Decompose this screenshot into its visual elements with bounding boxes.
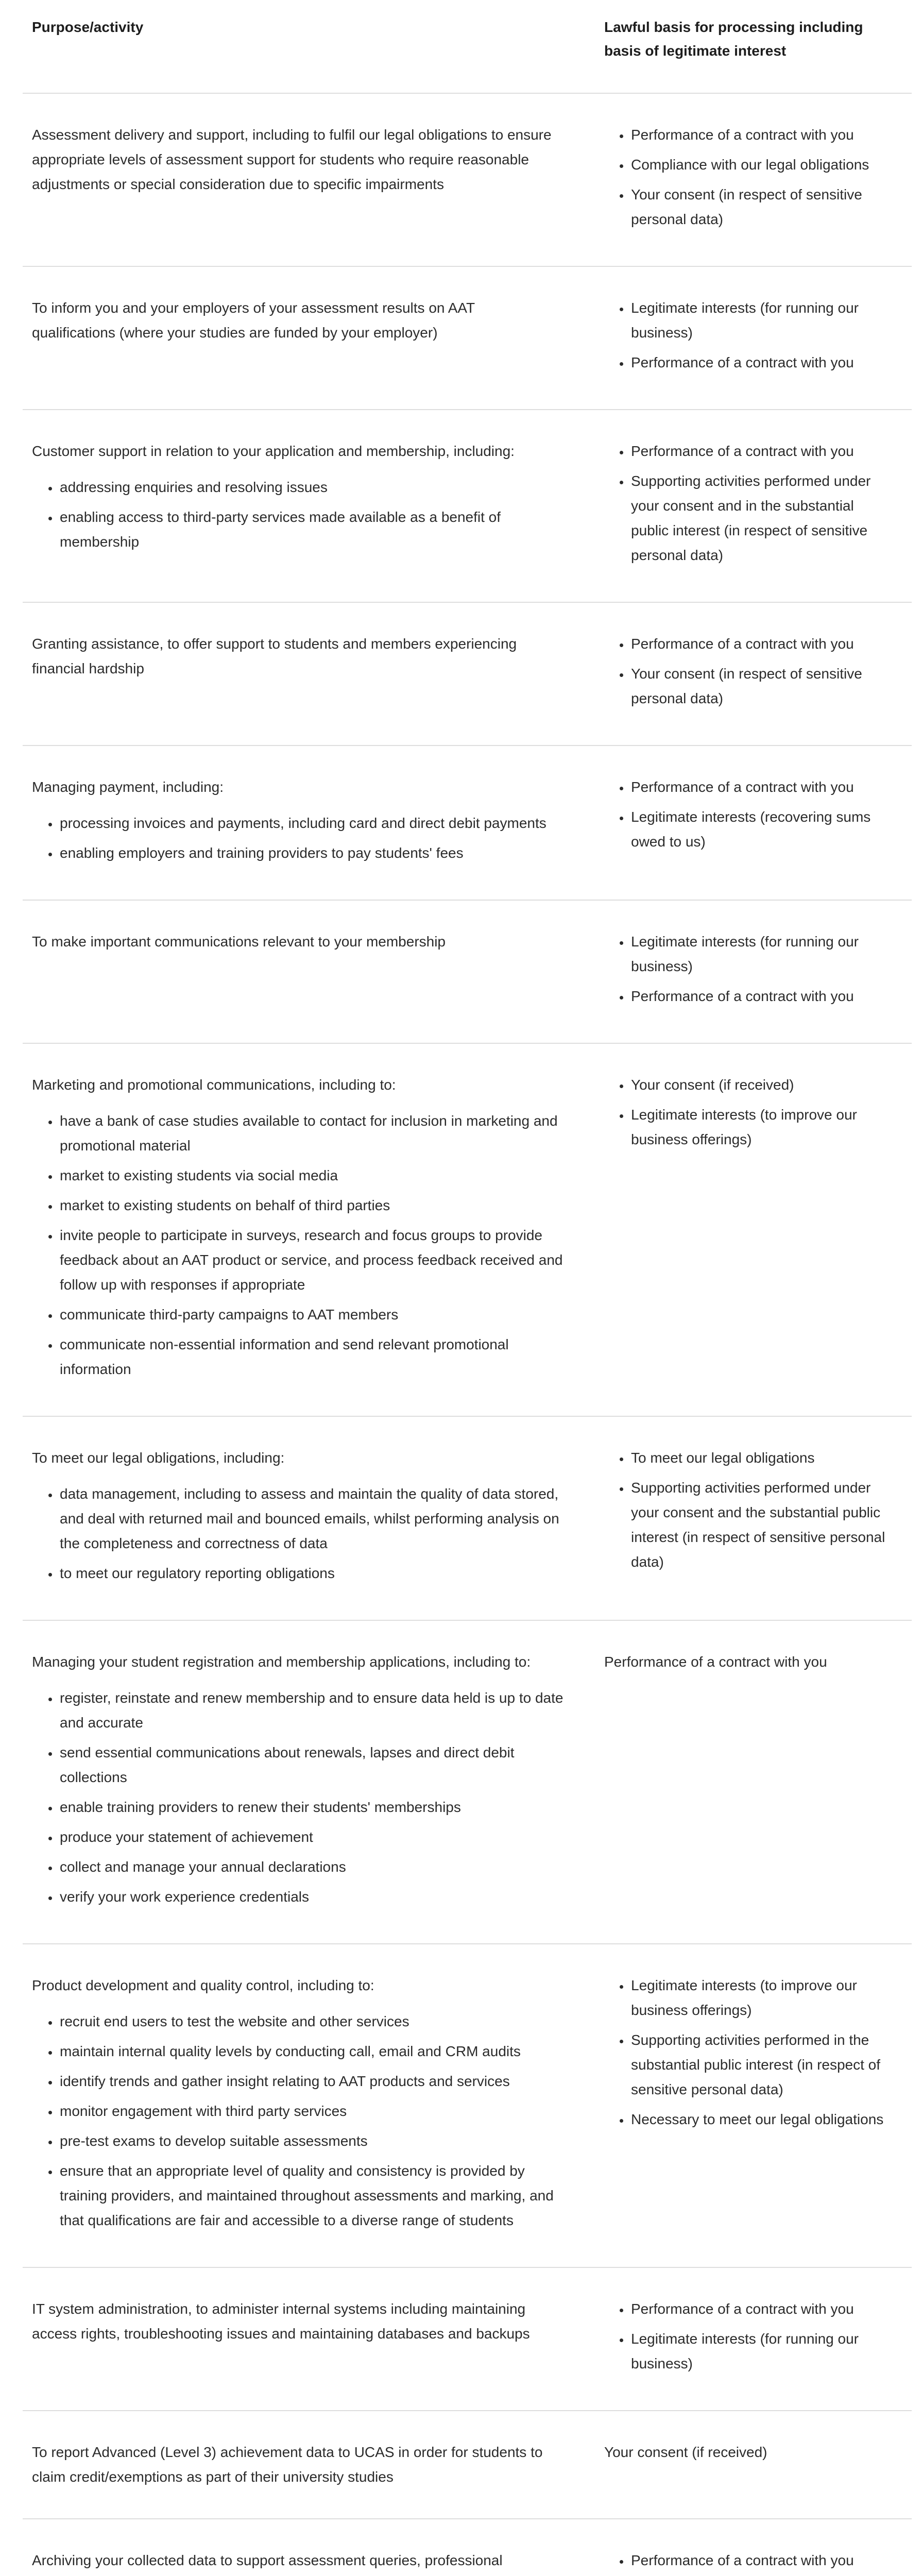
purpose-text: Managing payment, including:: [32, 779, 224, 795]
basis-list-item: • Supporting activities performed in the substantial public interest (in respect of sensitive personal data): [630, 2028, 889, 2102]
basis-list: [604, 775, 889, 854]
purpose-list-item: • enabling access to third-party services made available as a benefit of membership: [59, 505, 571, 554]
purpose-list: [32, 1482, 571, 1586]
table-row: [23, 1043, 912, 1416]
purpose-list-item: • enable training providers to renew their students' memberships: [59, 1795, 571, 1820]
basis-list: [604, 1973, 889, 2132]
header-row: [23, 0, 912, 93]
purpose-cell: [23, 2411, 594, 2519]
table-row: [23, 2411, 912, 2519]
purpose-list-item: • market to existing students on behalf of third parties: [59, 1193, 571, 1218]
purpose-text: Customer support in relation to your application and membership, including:: [32, 443, 515, 459]
purpose-list-item: • ensure that an appropriate level of quality and consistency is provided by training providers, and maintained throughout assessments and marking, and that qualifications are fair and accessible to a diverse range of students: [59, 2159, 571, 2233]
purpose-list-item: • invite people to participate in surveys, research and focus groups to provide feedback about an AAT product or service, and process feedback received and follow up with responses if appropriate: [59, 1223, 571, 1297]
basis-list-item: • Performance of a contract with you: [630, 123, 889, 147]
basis-list: [604, 929, 889, 1009]
lawful-basis-table: [23, 0, 912, 2576]
basis-list: [604, 1073, 889, 1152]
purpose-list: [32, 1686, 571, 1909]
purpose-list-item: • pre-test exams to develop suitable assessments: [59, 2129, 571, 2154]
purpose-list: [32, 1109, 571, 1382]
purpose-list-item: • collect and manage your annual declarations: [59, 1855, 571, 1879]
purpose-list-item: • send essential communications about renewals, lapses and direct debit collections: [59, 1740, 571, 1790]
basis-cell: [594, 1944, 912, 2267]
table-row: [23, 266, 912, 410]
purpose-text: To inform you and your employers of your assessment results on AAT qualifications (where your studies are funded by your employer): [32, 300, 475, 341]
basis-list: [604, 2297, 889, 2376]
basis-list: [604, 2548, 889, 2576]
table-row: [23, 2267, 912, 2411]
table-body: [23, 93, 912, 2576]
basis-list-item: • Performance of a contract with you: [630, 2548, 889, 2573]
basis-list-item: • Legitimate interests (for running our business): [630, 296, 889, 345]
purpose-cell: [23, 745, 594, 900]
table-row: [23, 1620, 912, 1944]
table-row: [23, 1416, 912, 1620]
purpose-text: To report Advanced (Level 3) achievement data to UCAS in order for students to claim credit/exemptions as part of their university studies: [32, 2444, 543, 2485]
purpose-text: IT system administration, to administer internal systems including maintaining access rights, troubleshooting issues and maintaining databases and backups: [32, 2301, 530, 2342]
basis-list-item: • Your consent (if received): [630, 1073, 889, 1097]
purpose-list-item: • verify your work experience credentials: [59, 1885, 571, 1909]
purpose-list-item: • produce your statement of achievement: [59, 1825, 571, 1850]
table-row: [23, 900, 912, 1043]
purpose-list-item: • communicate third-party campaigns to AAT members: [59, 1302, 571, 1327]
basis-cell: [594, 2267, 912, 2411]
basis-list-item: • To meet our legal obligations: [630, 1446, 889, 1470]
purpose-list: [32, 475, 571, 554]
basis-cell: [594, 1043, 912, 1416]
purpose-cell: [23, 2267, 594, 2411]
purpose-cell: [23, 1043, 594, 1416]
basis-list-item: • Performance of a contract with you: [630, 439, 889, 464]
purpose-list-item: • processing invoices and payments, including card and direct debit payments: [59, 811, 571, 836]
basis-list: [604, 123, 889, 232]
basis-cell: [594, 93, 912, 266]
purpose-cell: [23, 602, 594, 745]
basis-cell: [594, 410, 912, 602]
purpose-list-item: • monitor engagement with third party services: [59, 2099, 571, 2124]
purpose-cell: [23, 1944, 594, 2267]
basis-list-item: • Necessary to meet our legal obligations: [630, 2107, 889, 2132]
basis-list-item: • Compliance with our legal obligations: [630, 152, 889, 177]
basis-list-item: • Legitimate interests (to improve our business offerings): [630, 1973, 889, 2023]
purpose-list-item: • recruit end users to test the website and other services: [59, 2009, 571, 2034]
basis-list-item: • Performance of a contract with you: [630, 350, 889, 375]
basis-cell: [594, 745, 912, 900]
purpose-cell: [23, 1416, 594, 1620]
basis-cell: [594, 900, 912, 1043]
purpose-text: Managing your student registration and membership applications, including to:: [32, 1654, 531, 1670]
purpose-text: Marketing and promotional communications, including to:: [32, 1077, 396, 1093]
basis-list: [604, 296, 889, 375]
table-row: [23, 745, 912, 900]
basis-cell: [594, 602, 912, 745]
basis-list-item: • Legitimate interests (recovering sums owed to us): [630, 805, 889, 854]
basis-list-item: • Legitimate interests (for running our business): [630, 929, 889, 979]
basis-list-item: • Your consent (in respect of sensitive personal data): [630, 182, 889, 232]
basis-list: [604, 439, 889, 568]
basis-cell: [594, 2519, 912, 2576]
purpose-cell: [23, 93, 594, 266]
purpose-cell: [23, 410, 594, 602]
basis-list-item: • Supporting activities performed under your consent and in the substantial public interest (in respect of sensitive personal data): [630, 469, 889, 568]
table-row: [23, 602, 912, 745]
purpose-list-item: • communicate non-essential information and send relevant promotional information: [59, 1332, 571, 1382]
table-row: [23, 410, 912, 602]
purpose-cell: [23, 2519, 594, 2576]
purpose-list: [32, 2009, 571, 2233]
purpose-list-item: • data management, including to assess and maintain the quality of data stored, and deal with returned mail and bounced emails, whilst performing analysis on the completeness and correctness of data: [59, 1482, 571, 1556]
basis-list-item: • Legitimate interests (for running our business): [630, 2327, 889, 2376]
basis-list-item: • Your consent (in respect of sensitive personal data): [630, 662, 889, 711]
purpose-text: Archiving your collected data to support assessment queries, professional: [32, 2552, 503, 2568]
basis-list-item: • Performance of a contract with you: [630, 632, 889, 656]
table-row: [23, 1944, 912, 2267]
purpose-list-item: • addressing enquiries and resolving issues: [59, 475, 571, 500]
basis-cell: [594, 1620, 912, 1944]
basis-list: [604, 632, 889, 711]
basis-text: Performance of a contract with you: [604, 1654, 827, 1670]
purpose-list: [32, 811, 571, 866]
purpose-text: To meet our legal obligations, including:: [32, 1450, 285, 1466]
basis-cell: [594, 266, 912, 410]
purpose-list-item: • have a bank of case studies available to contact for inclusion in marketing and promotional material: [59, 1109, 571, 1158]
table-row: [23, 2519, 912, 2576]
purpose-list-item: • market to existing students via social media: [59, 1163, 571, 1188]
purpose-cell: [23, 1620, 594, 1944]
purpose-column-header: Purpose/activity: [23, 0, 594, 93]
basis-cell: [594, 2411, 912, 2519]
basis-column-header: Lawful basis for processing including basis of legitimate interest: [594, 0, 912, 93]
purpose-text: Product development and quality control, including to:: [32, 1977, 374, 1993]
basis-list: [604, 1446, 889, 1574]
purpose-text: Assessment delivery and support, including to fulfil our legal obligations to ensure appropriate levels of assessment support for students who require reasonable adjustments or special consideration due to specific impairments: [32, 127, 552, 192]
purpose-list-item: • register, reinstate and renew membership and to ensure data held is up to date and accurate: [59, 1686, 571, 1735]
basis-text: Your consent (if received): [604, 2444, 767, 2460]
purpose-text: Granting assistance, to offer support to students and members experiencing financial hardship: [32, 636, 517, 676]
basis-list-item: • Performance of a contract with you: [630, 2297, 889, 2321]
purpose-list-item: • identify trends and gather insight relating to AAT products and services: [59, 2069, 571, 2094]
purpose-list-item: • maintain internal quality levels by conducting call, email and CRM audits: [59, 2039, 571, 2064]
table-row: [23, 93, 912, 266]
basis-list-item: • Performance of a contract with you: [630, 775, 889, 800]
purpose-cell: [23, 266, 594, 410]
purpose-list-item: • enabling employers and training providers to pay students' fees: [59, 841, 571, 866]
basis-list-item: • Performance of a contract with you: [630, 984, 889, 1009]
table-header: [23, 0, 912, 93]
basis-list-item: • Legitimate interests (to improve our business offerings): [630, 1103, 889, 1152]
purpose-list-item: • to meet our regulatory reporting obligations: [59, 1561, 571, 1586]
purpose-cell: [23, 900, 594, 1043]
purpose-text: To make important communications relevant to your membership: [32, 934, 446, 950]
basis-list-item: • Supporting activities performed under your consent and the substantial public interest (in respect of sensitive personal data): [630, 1476, 889, 1574]
basis-cell: [594, 1416, 912, 1620]
